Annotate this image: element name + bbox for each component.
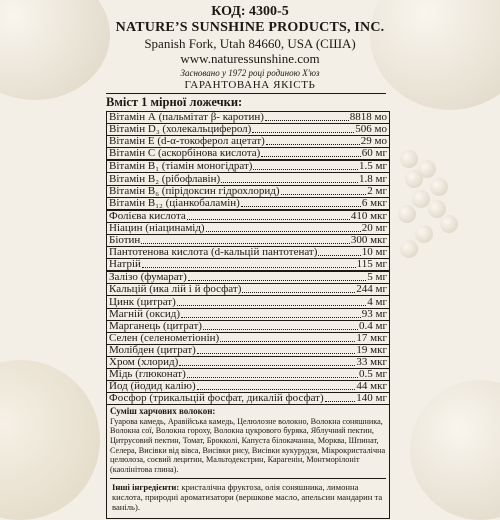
nutrient-name: Вітамін Е (d-α-токоферол ацетат) xyxy=(109,135,265,148)
nutrient-table xyxy=(106,111,390,405)
company-website: www.naturessunshine.com xyxy=(180,51,320,66)
product-code: КОД: 4300-5 xyxy=(211,4,289,19)
nutrient-amount: 33 мкг xyxy=(356,355,387,368)
label-header xyxy=(0,4,500,92)
nutrient-name: Кальцій (ика лій і й фосфат) xyxy=(109,283,242,296)
dot-leader xyxy=(266,144,360,145)
dot-leader xyxy=(187,377,358,378)
dot-leader xyxy=(281,194,367,195)
nutrient-name: Вітамін B₁ (тіамін моногідрат) xyxy=(109,160,253,173)
dot-leader xyxy=(179,365,355,366)
nutrient-row xyxy=(107,148,389,161)
nutrient-amount: 10 мг xyxy=(361,246,387,259)
background-orange xyxy=(0,360,100,520)
nutrient-amount: 0.4 мг xyxy=(359,319,387,332)
serving-title: Вміст 1 мірної ложечки: xyxy=(106,95,243,109)
other-ingredients-title: Інші інгредієнти: xyxy=(112,482,180,493)
nutrient-amount: 140 мг xyxy=(356,392,387,405)
nutrient-amount: 244 мг xyxy=(356,283,387,296)
quality-guarantee: ГАРАНТОВАНА ЯКІСТЬ xyxy=(184,79,316,91)
nutrient-row xyxy=(107,198,389,211)
fiber-blend-text: Гуарова камедь, Аравійська камедь, Целюлозне волокно, Волокна соняшника, Волокна сої, Волокна гороху, Волокна цукрового буряка, Яблучний пектин, Цитрусовий пектин, Томат, Брокколі, Капуста білокачанна, Морква, Шпинат, Селера, Висівки від вівса, Висівки рису, Висівки кукурудзи, Мікрокристалічна целюлоза, соєвий лецитин, Мальтодекстрин, Карагенін, Монтморілоніт (каолінітова глина). xyxy=(110,416,386,474)
dot-leader xyxy=(177,305,367,306)
nutrient-name: Ніацин (ніацинамід) xyxy=(109,221,205,234)
nutrient-amount: 2 мг xyxy=(367,184,387,197)
fiber-blend xyxy=(106,405,390,519)
nutrient-amount: 60 мг xyxy=(361,147,387,160)
dot-leader xyxy=(265,120,349,121)
nutrient-name: Молібден (цитрат) xyxy=(109,343,196,356)
nutrient-amount: 93 мг xyxy=(361,307,387,320)
nutrient-amount: 8818 мо xyxy=(349,111,387,124)
nutrient-name: Хром (хлорид) xyxy=(109,355,179,368)
company-name: NATURE’S SUNSHINE PRODUCTS, INC. xyxy=(115,20,385,35)
dot-leader xyxy=(197,353,356,354)
founded-note: Засновано у 1972 році родиною Х'юз xyxy=(180,68,320,78)
fiber-blend-title: Суміш харчових волокон: xyxy=(110,406,216,417)
other-ingredients xyxy=(110,478,386,515)
nutrient-row xyxy=(107,393,389,405)
nutrient-name: Магній (оксид) xyxy=(109,307,181,320)
dot-leader xyxy=(252,132,354,133)
dot-leader xyxy=(221,182,358,183)
dot-leader xyxy=(220,341,355,342)
nutrient-amount: 17 мкг xyxy=(356,331,387,344)
nutrient-name: Біотин xyxy=(109,234,141,247)
nutrient-amount: 1.8 мг xyxy=(359,172,387,185)
dot-leader xyxy=(197,389,356,390)
nutrient-row xyxy=(107,186,389,198)
nutrient-row xyxy=(107,223,389,235)
nutrient-name: Вітамін B₆ (пірідоксин гідрохлорид) xyxy=(109,184,280,197)
nutrient-row xyxy=(107,333,389,345)
nutrient-name: Марганець (цитрат) xyxy=(109,319,202,332)
nutrient-name: Вітамін B₁₂ (ціанкобаламін) xyxy=(109,196,240,209)
company-address: Spanish Fork, Utah 84660, USA (США) xyxy=(144,36,356,51)
dot-leader xyxy=(242,292,355,293)
nutrient-name: Вітамін С (аскорбінова кислота) xyxy=(109,147,261,160)
nutrient-row xyxy=(107,309,389,321)
nutrient-name: Залізо (фумарат) xyxy=(109,271,187,284)
nutrient-name: Вітамін А (пальмітат β- каротин) xyxy=(109,111,264,124)
dot-leader xyxy=(325,401,356,402)
dot-leader xyxy=(142,267,356,268)
nutrient-row xyxy=(107,247,389,259)
nutrient-amount: 19 мкг xyxy=(356,343,387,356)
nutrient-name: Фолієва кислота xyxy=(109,209,186,222)
nutrient-amount: 44 мкг xyxy=(356,380,387,393)
nutrient-amount: 20 мг xyxy=(361,221,387,234)
supplement-facts xyxy=(106,94,390,519)
nutrient-row xyxy=(107,321,389,333)
dot-leader xyxy=(141,243,350,244)
nutrient-name: Пантотенова кислота (d-кальцій пантотенат) xyxy=(109,246,318,259)
dot-leader xyxy=(318,255,360,256)
nutrient-row xyxy=(107,259,389,272)
nutrient-amount: 1.5 мг xyxy=(359,160,387,173)
nutrient-name: Натрій xyxy=(109,258,141,271)
dot-leader xyxy=(261,156,360,157)
nutrient-amount: 300 мкг xyxy=(350,234,387,247)
nutrient-name: Йод (йодид калію) xyxy=(109,380,196,393)
dot-leader xyxy=(206,231,361,232)
nutrient-name: Мідь (глюконат) xyxy=(109,368,186,381)
nutrient-name: Фосфор (трикальцій фосфат, дикалій фосфат) xyxy=(109,392,324,405)
other-ingredients-text: кристалічна фруктоза, олія соняшника, лимонна кислота, природні ароматизатори (вершкове масло, апельсин мандарин та ваніль). xyxy=(112,482,383,513)
dot-leader xyxy=(188,280,366,281)
dot-leader xyxy=(181,317,361,318)
dot-leader xyxy=(187,219,350,220)
dot-leader xyxy=(241,206,361,207)
nutrient-amount: 0.5 мг xyxy=(359,368,387,381)
dot-leader xyxy=(253,169,358,170)
nutrient-name: Вітамін B₂ (рібофлавін) xyxy=(109,172,221,185)
nutrient-amount: 115 мг xyxy=(356,258,387,271)
nutrient-amount: 506 мо xyxy=(355,123,387,136)
background-fruit-right xyxy=(410,380,500,520)
nutrient-amount: 4 мг xyxy=(367,295,387,308)
nutrient-row xyxy=(107,296,389,308)
nutrient-amount: 5 мг xyxy=(367,271,387,284)
nutrient-name: Цинк (цитрат) xyxy=(109,295,176,308)
nutrient-amount: 6 мкг xyxy=(361,196,387,209)
nutrient-row xyxy=(107,173,389,185)
nutrient-row xyxy=(107,161,389,173)
nutrient-name: Селен (селенометіонін) xyxy=(109,331,220,344)
nutrient-row xyxy=(107,284,389,296)
nutrient-amount: 29 мо xyxy=(360,135,387,148)
dot-leader xyxy=(203,329,358,330)
nutrient-name: Вітамін D₃ (холекальциферол) xyxy=(109,123,252,136)
nutrient-amount: 410 мкг xyxy=(350,209,387,222)
